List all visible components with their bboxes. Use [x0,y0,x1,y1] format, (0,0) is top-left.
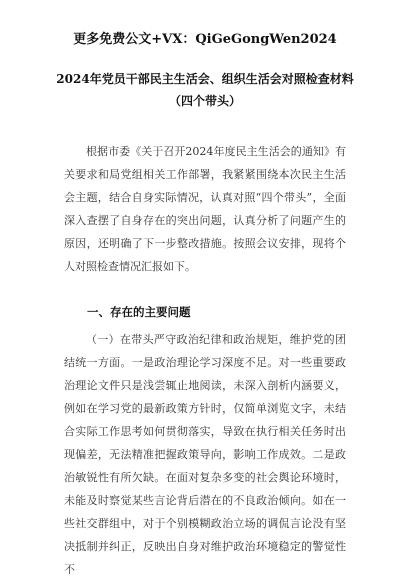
promo-banner: 更多免费公文+VX：QiGeGongWen2024 [73,32,337,47]
section-paragraph: （一）在带头严守政治纪律和政治规矩，维护党的团结统一方面。一是政治理论学习深度不足。对一些重要政治理论文件只是浅尝辄止地阅读，未深入剖析内涵要义，例如在学习党的最新政策方针时，仅简单浏览文字，未结合实际工作思考如何贯彻落实，导致在执行相关任务时出现偏差，无法精准把握政策导向，影响工作成效。二是政治敏锐性有所欠缺。在面对复杂多变的社会舆论环境时，未能及时察觉某些言论背后潜在的不良政治倾向。如在一些社交群组中，对于个别模糊政治立场的调侃言论没有坚决抵制并纠正，反映出自身对维护政治环境稳定的警觉性不 [64,333,346,576]
document-title: 2024年党员干部民主生活会、组织生活会对照检查材料 [56,72,354,86]
intro-paragraph: 根据市委《关于召开2024年度民主生活会的通知》有关要求和局党组相关工作部署，我紧紧围绕本次民主生活会主题，结合自身实际情况，认真对照“四个带头”，全面深入查摆了自身存在的突出问题，认真分析了问题产生的原因，还明确了下一步整改措施。按照会议安排，现将个人对照检查情况汇报如下。 [64,145,346,273]
document-subtitle: （四个带头） [168,94,241,108]
section-heading: 一、存在的主要问题 [87,305,191,319]
